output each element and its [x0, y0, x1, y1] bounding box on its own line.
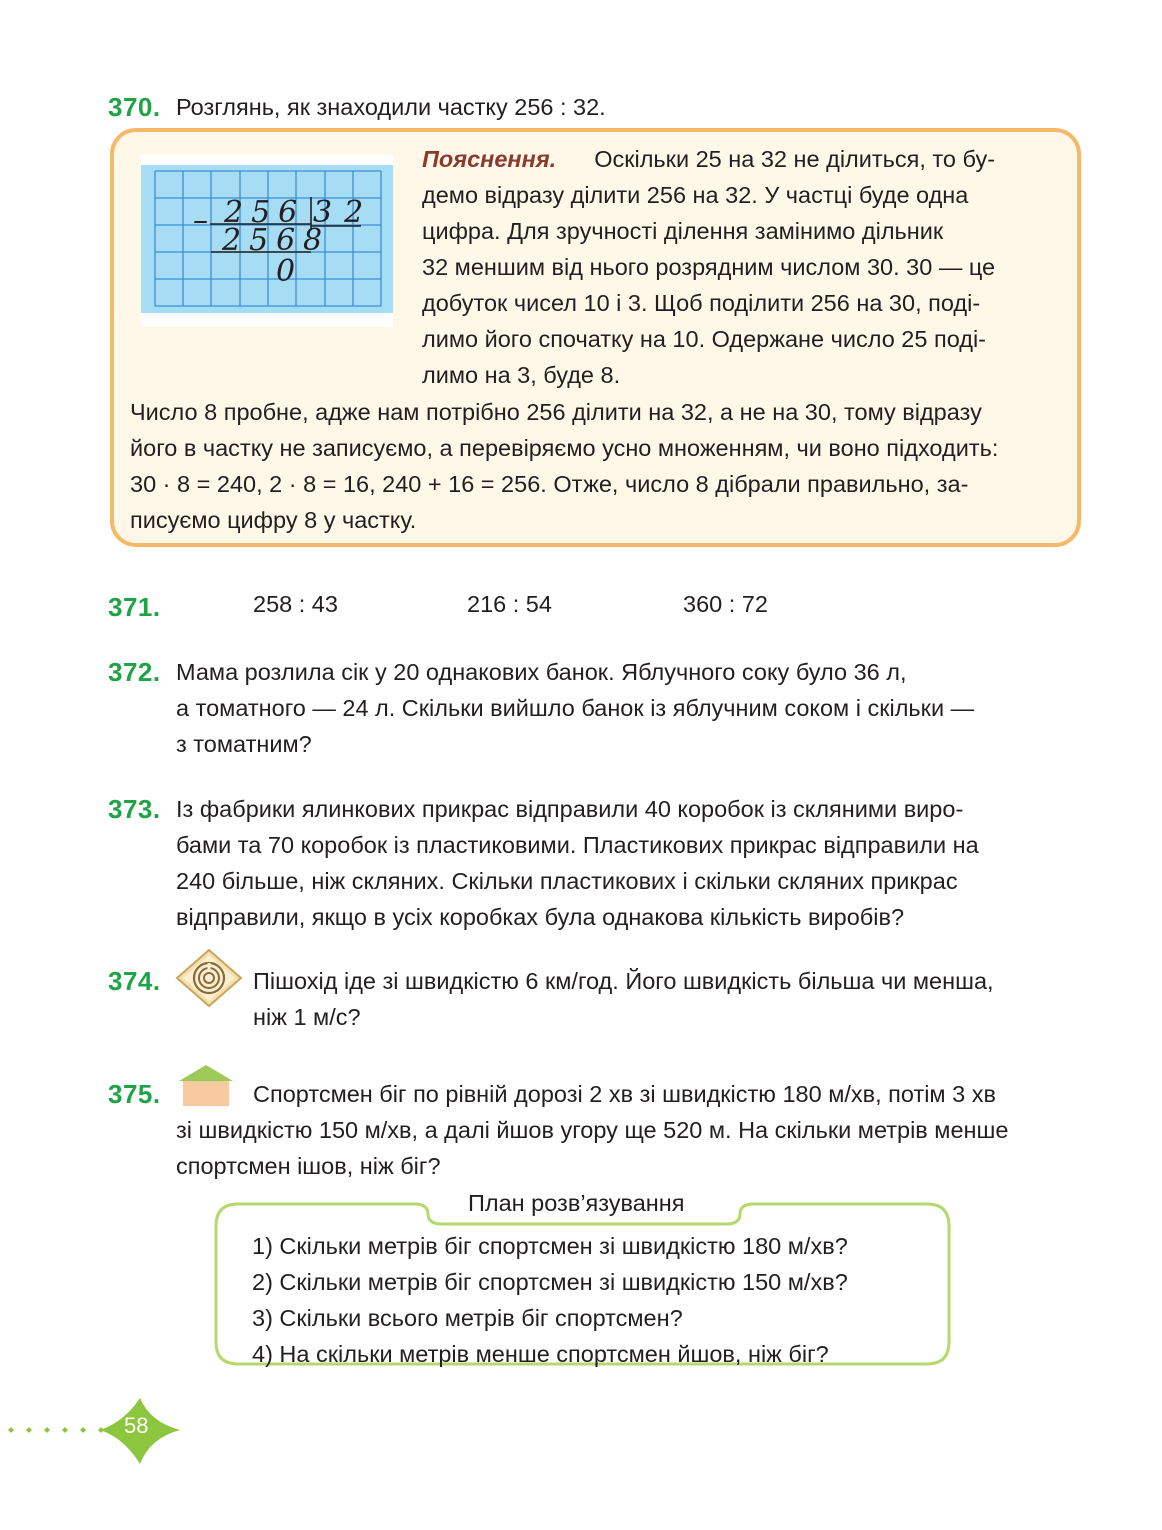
footer-line: Число 8 пробне, адже нам потрібно 256 ділити на 32, а не на 30, тому відразу: [130, 399, 982, 425]
explanation-line: лимо його спочатку на 10. Одержане число 25 поді-: [422, 326, 987, 352]
task-number-371: 371.: [108, 592, 161, 622]
page-ornament: [0, 1392, 190, 1472]
division-remainder: 0: [276, 254, 296, 289]
plan-step: 3) Скільки всього метрів біг спортсмен?: [252, 1305, 683, 1331]
footer-line: 30 · 8 = 240, 2 · 8 = 16, 240 + 16 = 256. Отже, число 8 дібрали правильно, за-: [130, 471, 969, 497]
task-number-370: 370.: [108, 92, 161, 122]
plan-step: 2) Скільки метрів біг спортсмен зі швидкістю 150 м/хв?: [252, 1269, 848, 1295]
task-number-373: 373.: [108, 794, 161, 824]
maze-icon: [174, 947, 244, 1009]
plan-step: 4) На скільки метрів менше спортсмен йшов, ніж біг?: [252, 1341, 829, 1367]
division-dividend: 256: [224, 195, 306, 230]
explanation-text: [422, 141, 1054, 393]
division-divisor: 32: [313, 195, 376, 230]
task-number-374: 374.: [108, 966, 161, 996]
expression: 258 : 43: [253, 591, 338, 617]
task-line: з томатним?: [176, 731, 312, 757]
plan-steps: [252, 1228, 848, 1372]
page-number: 58: [124, 1413, 149, 1438]
task-line: Мама розлила сік у 20 однакових банок. Яблучного соку було 36 л,: [176, 659, 907, 685]
explanation-line: добуток чисел 10 і 3. Щоб поділити 256 на 30, поді-: [422, 290, 981, 316]
task-line: Пішохід іде зі швидкістю 6 км/год. Його швидкість більша чи менша,: [253, 968, 994, 994]
division-subtrahend: 256: [222, 223, 304, 258]
footer-line: писуємо цифру 8 у частку.: [130, 507, 417, 533]
explanation-line: Оскільки 25 на 32 не ділиться, то бу-: [594, 146, 996, 172]
task-number-375: 375.: [108, 1079, 161, 1109]
task-line: 240 більше, ніж скляних. Скільки пластикових і скільки скляних прикрас: [176, 868, 958, 894]
explanation-line: 32 меншим від нього розрядним числом 30. 30 — це: [422, 254, 996, 280]
expression: 216 : 54: [467, 591, 552, 617]
task-line: Спортсмен біг по рівній дорозі 2 хв зі швидкістю 180 м/хв, потім 3 хв: [253, 1081, 996, 1107]
task-line: ніж 1 м/с?: [253, 1004, 361, 1030]
task-number-372: 372.: [108, 657, 161, 687]
plan-step: 1) Скільки метрів біг спортсмен зі швидкістю 180 м/хв?: [252, 1233, 848, 1259]
explanation-footer: [130, 394, 1054, 538]
task-line: спортсмен ішов, ніж біг?: [176, 1153, 441, 1179]
task-372-text: [176, 654, 1076, 762]
task-370-intro: Розглянь, як знаходили частку 256 : 32.: [176, 94, 606, 120]
task-373-text: [176, 791, 1076, 935]
explanation-line: лимо на 3, буде 8.: [422, 362, 621, 388]
task-line: а томатного — 24 л. Скільки вийшло банок із яблучним соком і скільки —: [176, 695, 975, 721]
footer-line: його в частку не записуємо, а перевіряємо усно множенням, чи воно підходить:: [130, 435, 999, 461]
long-division-grid: [141, 155, 393, 327]
division-grid-svg: [141, 155, 393, 327]
task-line: відправили, якщо в усіх коробках була однакова кількість виробів?: [176, 904, 905, 930]
division-quotient: 8: [303, 223, 323, 258]
task-374-text: [253, 963, 1077, 1035]
division-minus: –: [193, 203, 208, 238]
explanation-line: демо відразу ділити 256 на 32. У частці буде одна: [422, 182, 969, 208]
task-line: Із фабрики ялинкових прикрас відправили 40 коробок із скляними виро-: [176, 796, 964, 822]
plan-title: План розв’язування: [468, 1190, 685, 1216]
explanation-line: цифра. Для зручності ділення замінимо дільник: [422, 218, 944, 244]
task-375-text: [176, 1076, 1077, 1184]
expression: 360 : 72: [683, 591, 768, 617]
explanation-title: Пояснення.: [422, 146, 557, 172]
task-line: бами та 70 коробок із пластиковими. Пластикових прикрас відправили на: [176, 832, 979, 858]
task-line: зі швидкістю 150 м/хв, а далі йшов угору ще 520 м. На скільки метрів менше: [176, 1117, 1009, 1143]
